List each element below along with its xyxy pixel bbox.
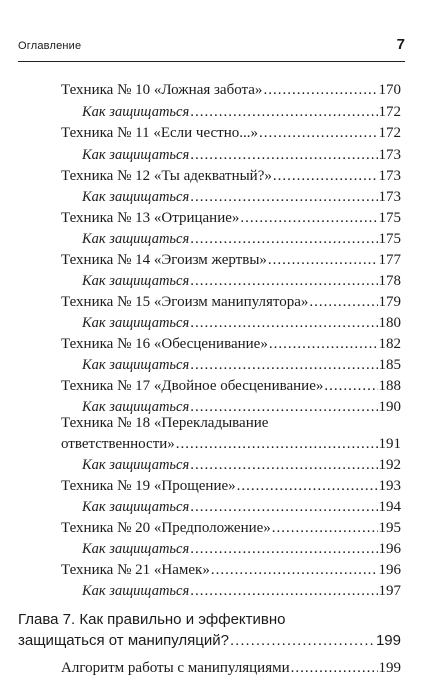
entry-title: Техника № 11 «Если честно...»	[61, 125, 258, 141]
entry-title: Как защищаться	[82, 457, 190, 473]
entry-page: 173	[378, 147, 401, 163]
entry-page: 185	[378, 357, 401, 373]
leader-dots	[309, 294, 377, 311]
toc-entry-technique	[61, 168, 401, 190]
leader-dots	[211, 562, 378, 579]
chapter-heading-line2: защищаться от манипуляций?	[18, 632, 229, 649]
leader-dots	[272, 520, 378, 537]
leader-dots	[273, 168, 378, 185]
toc-entry-defense	[82, 357, 401, 379]
leader-dots	[190, 357, 377, 374]
entry-page: 180	[378, 315, 401, 331]
leader-dots	[190, 583, 377, 600]
toc-entry-defense	[82, 104, 401, 126]
toc-entry-chapter	[18, 632, 401, 654]
toc-entry-technique	[61, 294, 401, 316]
entry-page: 178	[378, 273, 401, 289]
entry-title: Техника № 20 «Предположение»	[61, 520, 271, 536]
entry-title: Как защищаться	[82, 541, 190, 557]
entry-page: 182	[378, 336, 401, 352]
toc-entry-technique	[61, 336, 401, 358]
running-head-title: Оглавление	[18, 40, 82, 52]
entry-title: Техника № 13 «Отрицание»	[61, 210, 240, 226]
entry-title-continuation: ответственности»	[61, 436, 175, 452]
leader-dots	[237, 478, 378, 495]
entry-title: Как защищаться	[82, 273, 190, 289]
entry-page: 199	[375, 632, 401, 649]
entry-page: 172	[378, 104, 401, 120]
entry-title: Техника № 14 «Эгоизм жертвы»	[61, 252, 267, 268]
toc-entry-technique	[61, 82, 401, 104]
leader-dots	[190, 541, 377, 558]
entry-title: Как защищаться	[82, 399, 190, 415]
entry-page: 190	[378, 399, 401, 415]
toc-entry-section	[61, 660, 401, 682]
toc-entry-defense	[82, 583, 401, 605]
toc-entry-technique	[61, 436, 401, 458]
toc-entry-defense	[82, 273, 401, 295]
entry-page: 173	[378, 168, 401, 184]
leader-dots	[190, 399, 377, 416]
page-number: 7	[396, 36, 405, 53]
entry-title: Как защищаться	[82, 583, 190, 599]
entry-title: Алгоритм работы с манипуляциями	[61, 660, 290, 676]
chapter-heading-line1: Глава 7. Как правильно и эффективно	[18, 611, 286, 628]
entry-page: 195	[378, 520, 401, 536]
entry-page: 199	[378, 660, 401, 676]
entry-title: Как защищаться	[82, 231, 190, 247]
entry-title: Техника № 19 «Прощение»	[61, 478, 236, 494]
toc-entry-defense	[82, 147, 401, 169]
entry-page: 177	[378, 252, 401, 268]
entry-page: 172	[378, 125, 401, 141]
entry-title: Техника № 21 «Намек»	[61, 562, 210, 578]
entry-page: 196	[378, 541, 401, 557]
toc-entry-technique	[61, 252, 401, 274]
leader-dots	[190, 189, 377, 206]
toc-entry-technique	[61, 478, 401, 500]
entry-page: 170	[378, 82, 401, 98]
leader-dots	[190, 147, 377, 164]
toc-entry-defense	[82, 541, 401, 563]
leader-dots	[190, 104, 377, 121]
leader-dots	[268, 252, 378, 269]
toc-entry-technique	[61, 210, 401, 232]
entry-title: Техника № 16 «Обесценивание»	[61, 336, 268, 352]
leader-dots	[291, 660, 378, 677]
toc-entry-defense	[82, 189, 401, 211]
entry-title: Как защищаться	[82, 104, 190, 120]
toc-entry-technique	[61, 520, 401, 542]
leader-dots	[259, 125, 378, 142]
leader-dots	[176, 436, 378, 453]
entry-page: 196	[378, 562, 401, 578]
entry-title: Техника № 15 «Эгоизм манипулятора»	[61, 294, 309, 310]
entry-page: 175	[378, 210, 401, 226]
entry-title: Техника № 17 «Двойное обесценивание»	[61, 378, 324, 394]
toc-entry-defense	[82, 315, 401, 337]
leader-dots	[190, 231, 377, 248]
leader-dots	[230, 632, 375, 649]
toc-entry-technique	[61, 125, 401, 147]
entry-title: Как защищаться	[82, 147, 190, 163]
leader-dots	[190, 499, 377, 516]
leader-dots	[190, 315, 377, 332]
entry-page: 191	[378, 436, 401, 452]
entry-page: 192	[378, 457, 401, 473]
entry-page: 179	[378, 294, 401, 310]
entry-title: Техника № 10 «Ложная забота»	[61, 82, 263, 98]
entry-title: Техника № 12 «Ты адекватный?»	[61, 168, 272, 184]
leader-dots	[324, 378, 377, 395]
leader-dots	[263, 82, 377, 99]
entry-page: 188	[378, 378, 401, 394]
entry-page: 193	[378, 478, 401, 494]
entry-title: Как защищаться	[82, 499, 190, 515]
leader-dots	[190, 457, 377, 474]
entry-title: Как защищаться	[82, 189, 190, 205]
toc-entry-defense	[82, 231, 401, 253]
toc-entry-defense	[82, 499, 401, 521]
entry-page: 197	[378, 583, 401, 599]
toc-entry-technique	[61, 378, 401, 400]
entry-page: 175	[378, 231, 401, 247]
entry-title: Как защищаться	[82, 357, 190, 373]
leader-dots	[190, 273, 377, 290]
leader-dots	[269, 336, 378, 353]
entry-page: 194	[378, 499, 401, 515]
entry-title-line1: Техника № 18 «Перекладывание	[61, 415, 269, 431]
leader-dots	[240, 210, 377, 227]
entry-title: Как защищаться	[82, 315, 190, 331]
entry-page: 173	[378, 189, 401, 205]
toc-entry-technique	[61, 562, 401, 584]
toc-entry-defense	[82, 457, 401, 479]
